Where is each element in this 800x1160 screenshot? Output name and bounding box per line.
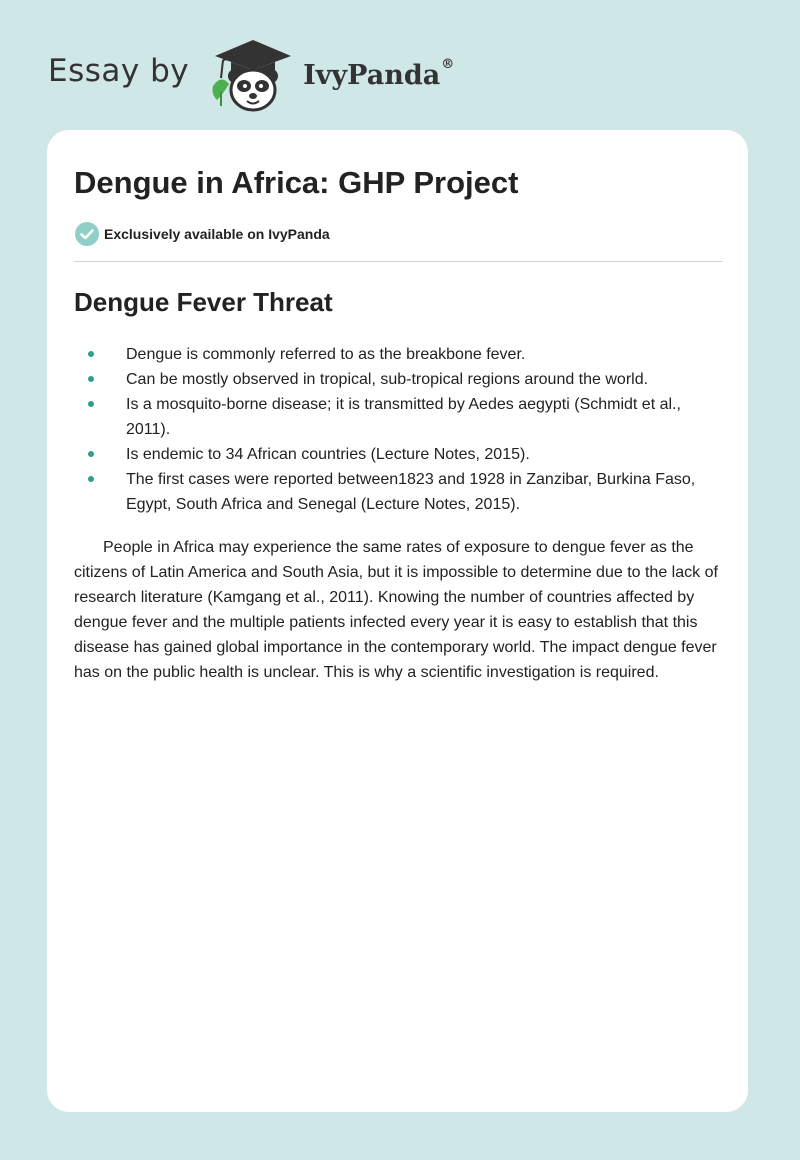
body-paragraph: People in Africa may experience the same rates of exposure to dengue fever as the citizens of Latin America and South Asia, but it is impossible to determine due to the lack of research literature (Kamgang et al., 2011). Knowing the number of countries affected by dengue fever and the multiple patients infected every year it is easy to establish that this disease has gained global importance in the contemporary world. The impact dengue fever has on the public health is unclear. This is why a scientific investigation is required. bbox=[74, 539, 718, 681]
list-item bbox=[74, 442, 723, 467]
check-circle-icon bbox=[74, 221, 100, 247]
list-item bbox=[74, 367, 723, 392]
brand-name bbox=[303, 56, 455, 91]
panda-graduate-icon bbox=[207, 34, 299, 114]
essay-by-label: Essay by bbox=[48, 53, 190, 89]
exclusive-badge bbox=[74, 221, 330, 247]
list-item bbox=[74, 392, 723, 442]
bullet-dot bbox=[88, 351, 94, 357]
page-title: Dengue in Africa: GHP Project bbox=[74, 165, 519, 200]
title-divider bbox=[74, 261, 723, 262]
bullet-dot bbox=[88, 451, 94, 457]
bullet-dot bbox=[88, 476, 94, 482]
list-item-text: The first cases were reported between1823 and 1928 in Zanzibar, Burkina Faso, Egypt, South Africa and Senegal (Lecture Notes, 2015). bbox=[126, 471, 696, 513]
section-heading: Dengue Fever Threat bbox=[74, 287, 333, 317]
brand-name-text: IvyPanda bbox=[303, 59, 441, 91]
site-header-brand[interactable] bbox=[48, 34, 454, 114]
registered-mark: ® bbox=[441, 56, 455, 72]
list-item-text: Is endemic to 34 African countries (Lecture Notes, 2015). bbox=[126, 446, 530, 463]
list-item bbox=[74, 467, 723, 517]
essay-card bbox=[47, 130, 748, 1112]
bullet-dot bbox=[88, 401, 94, 407]
list-item-text: Can be mostly observed in tropical, sub-tropical regions around the world. bbox=[126, 371, 649, 388]
bullet-dot bbox=[88, 376, 94, 382]
list-item-text: Dengue is commonly referred to as the breakbone fever. bbox=[126, 346, 526, 363]
exclusive-label: Exclusively available on IvyPanda bbox=[104, 226, 330, 242]
bullet-list bbox=[74, 342, 723, 517]
list-item-text: Is a mosquito-borne disease; it is transmitted by Aedes aegypti (Schmidt et al., 2011). bbox=[126, 396, 681, 438]
list-item bbox=[74, 342, 723, 367]
